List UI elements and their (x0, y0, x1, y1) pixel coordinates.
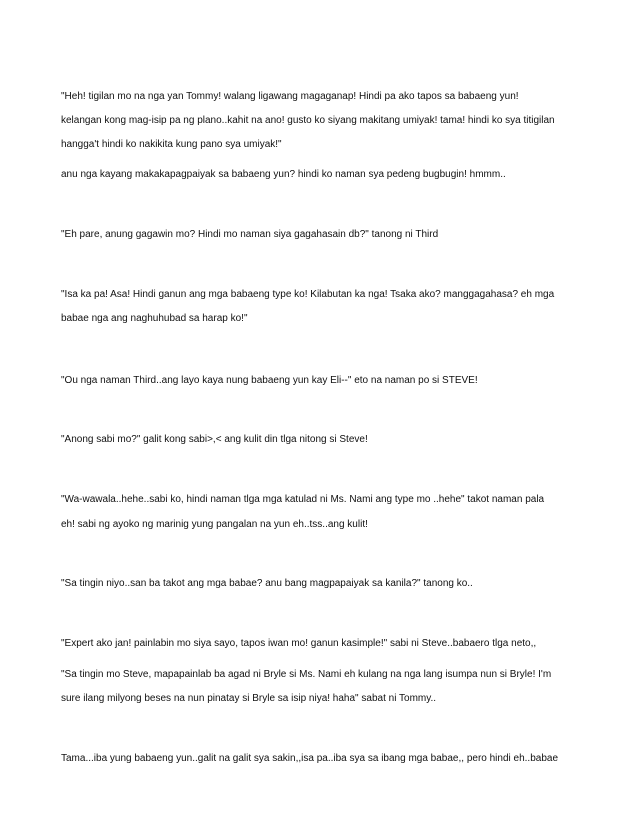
text-line: "Sa tingin mo Steve, mapapainlab ba agad ni Bryle si Ms. Nami eh kulang na nga lang isumpa nun si Bryle! I'm (61, 669, 552, 680)
text-line: sure ilang milyong beses na nun pinatay si Bryle sa isip niya! haha" sabat ni Tommy.. (61, 693, 437, 704)
text-line: "Heh! tigilan mo na nga yan Tommy! walang ligawang magaganap! Hindi pa ako tapos sa babaeng yun! (61, 91, 519, 102)
text-line: "Sa tingin niyo..san ba takot ang mga babae? anu bang magpapaiyak sa kanila?" tanong ko.. (61, 578, 473, 589)
text-line: "Expert ako jan! painlabin mo siya sayo, tapos iwan mo! ganun kasimple!" sabi ni Steve..babaero tlga neto,, (61, 638, 537, 649)
text-line: "Wa-wawala..hehe..sabi ko, hindi naman tlga mga katulad ni Ms. Nami ang type mo ..hehe" takot naman pala (61, 494, 545, 505)
text-line: babae nga ang naghuhubad sa harap ko!" (61, 313, 248, 324)
text-line: "Eh pare, anung gagawin mo? Hindi mo naman siya gagahasain db?" tanong ni Third (61, 229, 439, 240)
text-line: Tama...iba yung babaeng yun..galit na galit sya sakin,,isa pa..iba sya sa ibang mga babae,, pero hindi eh..babae (61, 753, 559, 764)
text-line: anu nga kayang makakapagpaiyak sa babaeng yun? hindi ko naman sya pedeng bugbugin! hmmm.. (61, 169, 506, 180)
text-line: "Isa ka pa! Asa! Hindi ganun ang mga babaeng type ko! Kilabutan ka nga! Tsaka ako? manggagahasa? eh mga (61, 289, 555, 300)
text-line: "Anong sabi mo?" galit kong sabi>,< ang kulit din tlga nitong si Steve! (61, 434, 368, 445)
text-line: hangga't hindi ko nakikita kung pano sya umiyak!" (61, 139, 282, 150)
text-line: kelangan kong mag-isip pa ng plano..kahit na ano! gusto ko siyang makitang umiyak! tama! hindi ko sya titigilan (61, 115, 555, 126)
text-line: eh! sabi ng ayoko ng marinig yung pangalan na yun eh..tss..ang kulit! (61, 519, 368, 530)
text-line: "Ou nga naman Third..ang layo kaya nung babaeng yun kay Eli--" eto na naman po si STEVE! (61, 375, 478, 386)
